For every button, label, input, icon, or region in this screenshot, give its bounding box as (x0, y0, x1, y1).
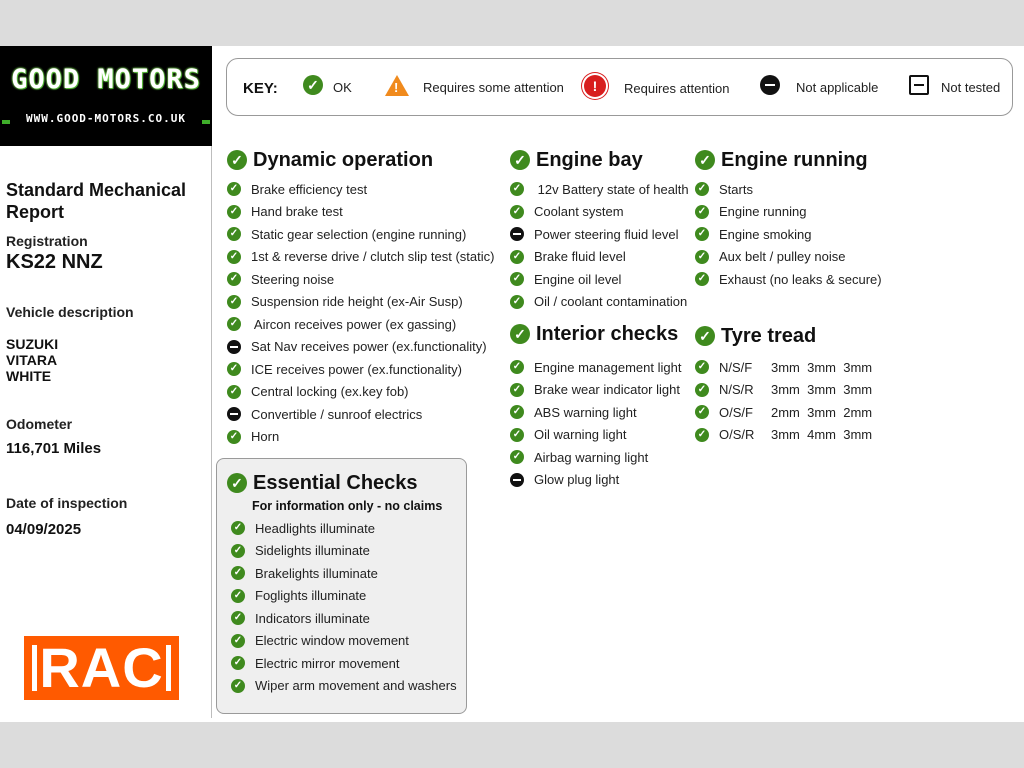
check-item (227, 336, 507, 359)
section-engine-bay (510, 148, 695, 313)
check-item-label: Sat Nav receives power (ex.functionality) (251, 339, 487, 355)
ok-check-icon: ✓ (695, 428, 709, 442)
check-item-label: Hand brake test (251, 204, 343, 220)
interior-checks-list (510, 356, 695, 491)
check-item-label: Static gear selection (engine running) (251, 226, 467, 242)
dynamic-operation-list (227, 178, 507, 448)
inspection-date-value: 04/09/2025 (6, 521, 82, 538)
ok-check-icon: ✓ (510, 150, 530, 170)
check-item (231, 540, 466, 563)
key-attention-label: Requires attention (624, 80, 730, 96)
report-sheet (0, 46, 1024, 722)
check-item (510, 246, 695, 269)
check-item-label: Electric mirror movement (255, 655, 400, 671)
check-item (227, 426, 507, 449)
check-item (231, 585, 466, 608)
engine-bay-title: Engine bay (536, 148, 643, 171)
check-item-label: Coolant system (534, 204, 624, 220)
check-item (510, 268, 695, 291)
rac-logo (24, 636, 179, 700)
ok-check-icon: ✓ (227, 227, 241, 241)
check-item-label: Aux belt / pulley noise (719, 249, 846, 265)
check-item (227, 381, 507, 404)
ok-check-icon: ✓ (695, 360, 709, 374)
tyre-position: O/S/F (719, 404, 753, 420)
check-item-label: Headlights illuminate (255, 520, 375, 536)
ok-check-icon: ✓ (695, 227, 709, 241)
key-item-not-tested (909, 75, 1000, 95)
odometer-value: 116,701 Miles (6, 440, 102, 457)
good-motors-logo (0, 46, 212, 146)
check-item-label: Wiper arm movement and washers (255, 678, 457, 694)
check-item-label: Aircon receives power (ex gassing) (251, 316, 457, 332)
check-item (231, 607, 466, 630)
ok-check-icon: ✓ (227, 362, 241, 376)
essential-checks-list (231, 517, 466, 697)
check-item-label: Brake fluid level (534, 249, 626, 265)
tyre-tread-title: Tyre tread (721, 324, 817, 347)
key-not-tested-label: Not tested (941, 79, 1001, 95)
registration-label: Registration (6, 233, 88, 249)
check-item-label: Electric window movement (255, 633, 409, 649)
check-item-label: Sidelights illuminate (255, 543, 370, 559)
check-item (510, 446, 695, 469)
logo-bar-right (202, 120, 210, 124)
ok-check-icon: ✓ (695, 326, 715, 346)
check-item-label: Oil / coolant contamination (534, 294, 688, 310)
ok-check-icon: ✓ (510, 250, 524, 264)
ok-check-icon: ✓ (227, 385, 241, 399)
check-item (227, 223, 507, 246)
ok-check-icon: ✓ (231, 521, 245, 535)
essential-checks-title: Essential Checks (253, 471, 418, 494)
ok-check-icon: ✓ (510, 182, 524, 196)
check-item (231, 562, 466, 585)
key-not-applicable-label: Not applicable (796, 79, 879, 95)
check-item (695, 268, 895, 291)
tyre-row (695, 379, 895, 402)
ok-check-icon: ✓ (510, 295, 524, 309)
engine-running-list (695, 178, 895, 291)
dynamic-operation-title: Dynamic operation (253, 148, 434, 171)
section-dynamic-operation (227, 148, 507, 448)
check-item-label: Oil warning light (534, 427, 627, 443)
ok-check-icon: ✓ (227, 295, 241, 309)
check-item (510, 178, 695, 201)
warning-triangle-icon (385, 75, 409, 96)
check-item (695, 201, 895, 224)
logo-url: WWW.GOOD-MOTORS.CO.UK (25, 112, 187, 125)
key-ok-label: OK (333, 79, 352, 95)
ok-check-icon: ✓ (227, 430, 241, 444)
check-item (227, 403, 507, 426)
tyre-row (695, 424, 895, 447)
ok-check-icon: ✓ (231, 679, 245, 693)
check-item-label: ABS warning light (534, 404, 637, 420)
engine-running-title: Engine running (721, 148, 868, 171)
essential-checks-subtitle: For information only - no claims (252, 499, 443, 513)
tyre-position: O/S/R (719, 427, 755, 443)
report-title: Standard Mechanical Report (6, 180, 187, 222)
check-item (510, 424, 695, 447)
ok-check-icon: ✓ (695, 272, 709, 286)
check-item (231, 652, 466, 675)
check-item (231, 630, 466, 653)
not-applicable-icon (510, 473, 524, 487)
ok-check-icon: ✓ (231, 566, 245, 580)
tyre-tread-list (695, 356, 895, 446)
ok-check-icon: ✓ (227, 272, 241, 286)
key-item-some-attention (385, 75, 564, 96)
ok-check-icon: ✓ (510, 324, 530, 344)
section-title (695, 324, 895, 348)
key-item-ok (303, 75, 352, 95)
section-interior-checks (510, 322, 695, 491)
engine-bay-list (510, 178, 695, 313)
registration-value: KS22 NNZ (6, 251, 103, 273)
key-some-attention-label: Requires some attention (423, 80, 564, 95)
ok-check-icon: ✓ (510, 205, 524, 219)
ok-check-icon: ✓ (695, 150, 715, 170)
critical-alert-icon: ! (584, 75, 606, 97)
ok-check-icon: ✓ (227, 250, 241, 264)
section-title (510, 322, 695, 346)
key-item-attention (584, 75, 730, 97)
check-item (510, 291, 695, 314)
section-title (510, 148, 695, 172)
vehicle-colour: WHITE (6, 368, 52, 384)
ok-check-icon: ✓ (227, 182, 241, 196)
inspection-date-label: Date of inspection (6, 495, 128, 511)
vehicle-model: VITARA (6, 352, 58, 368)
tyre-position: N/S/R (719, 382, 754, 398)
ok-check-icon: ✓ (695, 405, 709, 419)
not-applicable-icon (227, 407, 241, 421)
check-item (510, 401, 695, 424)
check-item-label: Glow plug light (534, 472, 620, 488)
logo-title: GOOD MOTORS (11, 64, 201, 95)
key-title: KEY: (243, 80, 278, 97)
check-item (510, 469, 695, 492)
check-item (227, 178, 507, 201)
odometer-label: Odometer (6, 416, 73, 432)
ok-check-icon: ✓ (695, 205, 709, 219)
check-item-label: Airbag warning light (534, 449, 649, 465)
check-item-label: Engine oil level (534, 271, 622, 287)
not-applicable-icon (227, 340, 241, 354)
left-divider (211, 146, 212, 718)
check-item-label: 1st & reverse drive / clutch slip test (static) (251, 249, 495, 265)
check-item (227, 291, 507, 314)
not-tested-icon (909, 75, 929, 95)
check-item (510, 201, 695, 224)
check-item-label: Brake efficiency test (251, 181, 368, 197)
check-item-label: Engine management light (534, 359, 682, 375)
check-item-label: Power steering fluid level (534, 226, 679, 242)
check-item-label: Suspension ride height (ex-Air Susp) (251, 294, 463, 310)
check-item-label: Horn (251, 429, 280, 445)
section-title (227, 148, 507, 172)
check-item-label: Starts (719, 181, 753, 197)
ok-check-icon: ✓ (231, 634, 245, 648)
check-item-label: Indicators illuminate (255, 610, 370, 626)
ok-check-icon: ✓ (510, 428, 524, 442)
ok-check-icon: ✓ (303, 75, 323, 95)
check-item (227, 268, 507, 291)
ok-check-icon: ✓ (695, 383, 709, 397)
ok-check-icon: ✓ (231, 589, 245, 603)
check-item (695, 178, 895, 201)
check-item (695, 223, 895, 246)
status-key (226, 58, 1013, 116)
check-item (231, 675, 466, 698)
vehicle-description-label: Vehicle description (6, 304, 134, 320)
essential-checks-panel (216, 458, 467, 714)
check-item-label: Foglights illuminate (255, 588, 367, 604)
ok-check-icon: ✓ (227, 150, 247, 170)
tyre-row (695, 401, 895, 424)
ok-check-icon: ✓ (231, 544, 245, 558)
tyre-tread-values: 3mm 4mm 3mm (771, 427, 873, 443)
check-item-label: ICE receives power (ex.functionality) (251, 361, 462, 377)
check-item (510, 356, 695, 379)
vehicle-description (6, 336, 58, 384)
tyre-tread-values: 3mm 3mm 3mm (771, 359, 873, 375)
ok-check-icon: ✓ (227, 205, 241, 219)
tyre-position: N/S/F (719, 359, 753, 375)
check-item (227, 358, 507, 381)
section-tyre-tread (695, 324, 895, 446)
ok-check-icon: ✓ (231, 656, 245, 670)
check-item-label: Exhaust (no leaks & secure) (719, 271, 882, 287)
ok-check-icon: ✓ (227, 473, 247, 493)
ok-check-icon: ✓ (510, 272, 524, 286)
check-item-label: Steering noise (251, 271, 335, 287)
check-item-label: Engine running (719, 204, 807, 220)
check-item-label: Brake wear indicator light (534, 382, 680, 398)
check-item (510, 223, 695, 246)
ok-check-icon: ✓ (510, 405, 524, 419)
check-item-label: Central locking (ex.key fob) (251, 384, 409, 400)
rac-logo-text: RAC (32, 645, 170, 691)
interior-checks-title: Interior checks (536, 322, 679, 345)
ok-check-icon: ✓ (510, 450, 524, 464)
check-item (510, 379, 695, 402)
check-item-label: Brakelights illuminate (255, 565, 378, 581)
ok-check-icon: ✓ (231, 611, 245, 625)
section-title (227, 471, 466, 495)
tyre-row (695, 356, 895, 379)
check-item-label: 12v Battery state of health (534, 181, 689, 197)
check-item-label: Engine smoking (719, 226, 812, 242)
ok-check-icon: ✓ (510, 360, 524, 374)
vehicle-make: SUZUKI (6, 336, 59, 352)
check-item (227, 246, 507, 269)
ok-check-icon: ✓ (695, 250, 709, 264)
check-item (227, 201, 507, 224)
check-item (695, 246, 895, 269)
not-applicable-icon (760, 75, 780, 95)
tyre-tread-values: 2mm 3mm 2mm (771, 404, 873, 420)
section-engine-running (695, 148, 895, 291)
check-item (227, 313, 507, 336)
key-item-not-applicable (760, 75, 878, 95)
ok-check-icon: ✓ (227, 317, 241, 331)
tyre-tread-values: 3mm 3mm 3mm (771, 382, 873, 398)
check-item (231, 517, 466, 540)
section-title (695, 148, 895, 172)
ok-check-icon: ✓ (695, 182, 709, 196)
check-item-label: Convertible / sunroof electrics (251, 406, 423, 422)
not-applicable-icon (510, 227, 524, 241)
ok-check-icon: ✓ (510, 383, 524, 397)
